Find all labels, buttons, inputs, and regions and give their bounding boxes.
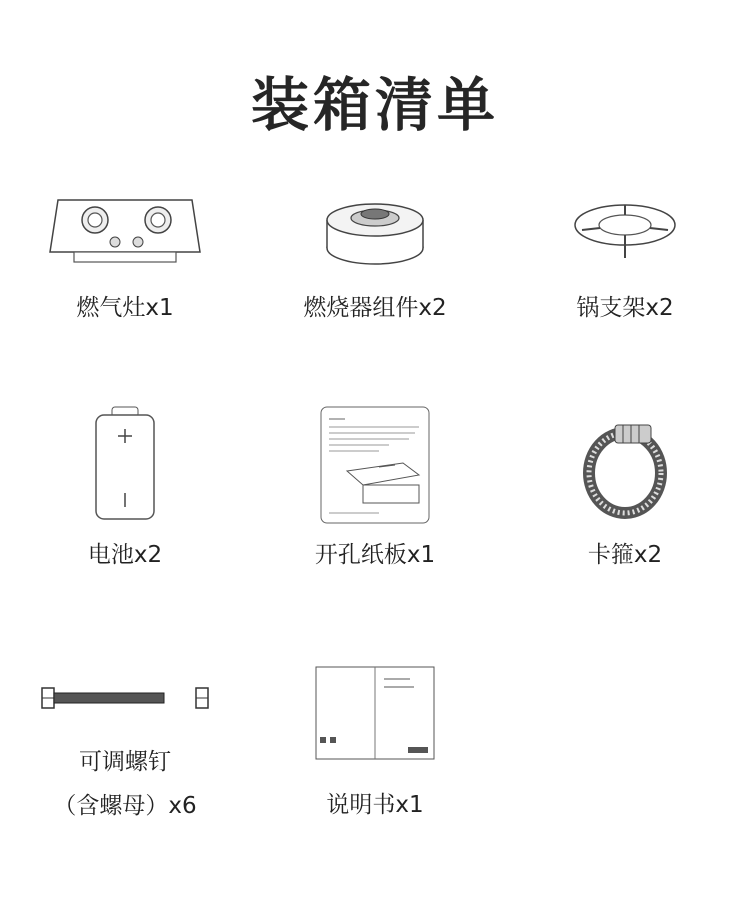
item-label: 卡箍x2 bbox=[587, 542, 663, 568]
battery-icon bbox=[0, 405, 250, 515]
item-label: 燃烧器组件x2 bbox=[303, 295, 447, 321]
adjustable-screw-icon bbox=[0, 680, 250, 730]
gas-stove-icon bbox=[0, 190, 250, 300]
pot-support-icon bbox=[500, 190, 750, 300]
item-label: 开孔纸板x1 bbox=[314, 542, 436, 568]
item-label: 电池x2 bbox=[87, 542, 163, 568]
item-label: 说明书x1 bbox=[326, 792, 424, 818]
manual-icon bbox=[250, 665, 500, 775]
item-label: 燃气灶x1 bbox=[76, 295, 174, 321]
hose-clamp-icon bbox=[500, 405, 750, 515]
item-label-line1: 可调螺钉 bbox=[79, 749, 171, 775]
item-label: 锅支架x2 bbox=[576, 295, 674, 321]
cutout-template-icon bbox=[250, 405, 500, 515]
item-label-line2: （含螺母）x6 bbox=[53, 793, 197, 819]
burner-assembly-icon bbox=[250, 190, 500, 300]
page-title: 装箱清单 bbox=[250, 71, 499, 139]
